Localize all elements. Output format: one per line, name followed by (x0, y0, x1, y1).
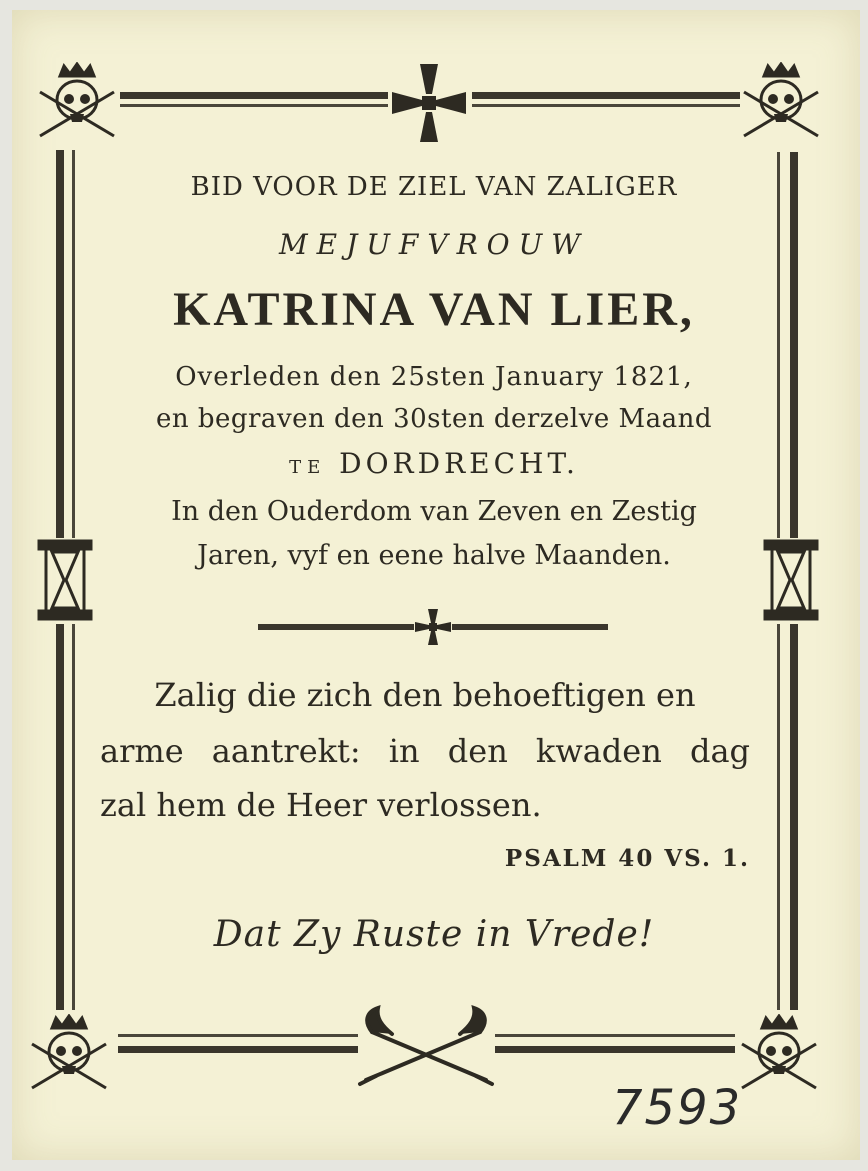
closing-blessing: Dat Zy Ruste in Vrede! (213, 914, 655, 955)
top-border-rule-left (120, 92, 388, 99)
verse-line-2: arme aantrekt: in den kwaden dag (100, 732, 750, 770)
divider-cross-icon (414, 608, 452, 646)
verse-line-3: zal hem de Heer verlossen. (100, 786, 542, 824)
deceased-name: KATRINA VAN LIER, (173, 283, 695, 336)
verse-reference: PSALM 40 VS. 1. (504, 845, 750, 872)
death-date-line: Overleden den 25sten January 1821, (175, 362, 693, 392)
top-border-rule-left-thin (120, 104, 388, 107)
place-name: DORDRECHT. (339, 447, 579, 480)
place-prefix: TE (289, 457, 327, 478)
skull-crossbones-icon-top-left (34, 62, 120, 148)
right-border-rule-upper-thin (777, 152, 780, 538)
divider-left (258, 624, 414, 630)
catalog-number: 7593 (612, 1080, 743, 1136)
burial-place-line (0, 447, 868, 480)
top-border-rule-right (472, 92, 740, 99)
crossed-scythes-icon (356, 1004, 496, 1090)
verse-line-1: Zalig die zich den behoeftigen en (154, 676, 696, 714)
right-border-rule-upper (790, 152, 798, 538)
cross-icon (390, 62, 468, 144)
divider-right (452, 624, 608, 630)
top-border-rule-right-thin (472, 104, 740, 107)
bottom-border-rule-left (118, 1046, 358, 1053)
skull-crossbones-icon-bottom-right (736, 1014, 822, 1100)
age-line-2: Jaren, vyf en eene halve Maanden. (197, 540, 671, 571)
bottom-border-rule-left-thin (118, 1034, 358, 1037)
skull-crossbones-icon-bottom-left (26, 1014, 112, 1100)
bottom-border-rule-right-thin (495, 1034, 735, 1037)
skull-crossbones-icon-top-right (738, 62, 824, 148)
burial-date-line: en begraven den 30sten derzelve Maand (155, 404, 713, 434)
bottom-border-rule-right (495, 1046, 735, 1053)
invocation-line: BID VOOR DE ZIEL VAN ZALIGER (190, 172, 678, 202)
age-line-1: In den Ouderdom van Zeven en Zestig (171, 496, 697, 527)
honorific-title: MEJUFVROUW (279, 228, 589, 261)
